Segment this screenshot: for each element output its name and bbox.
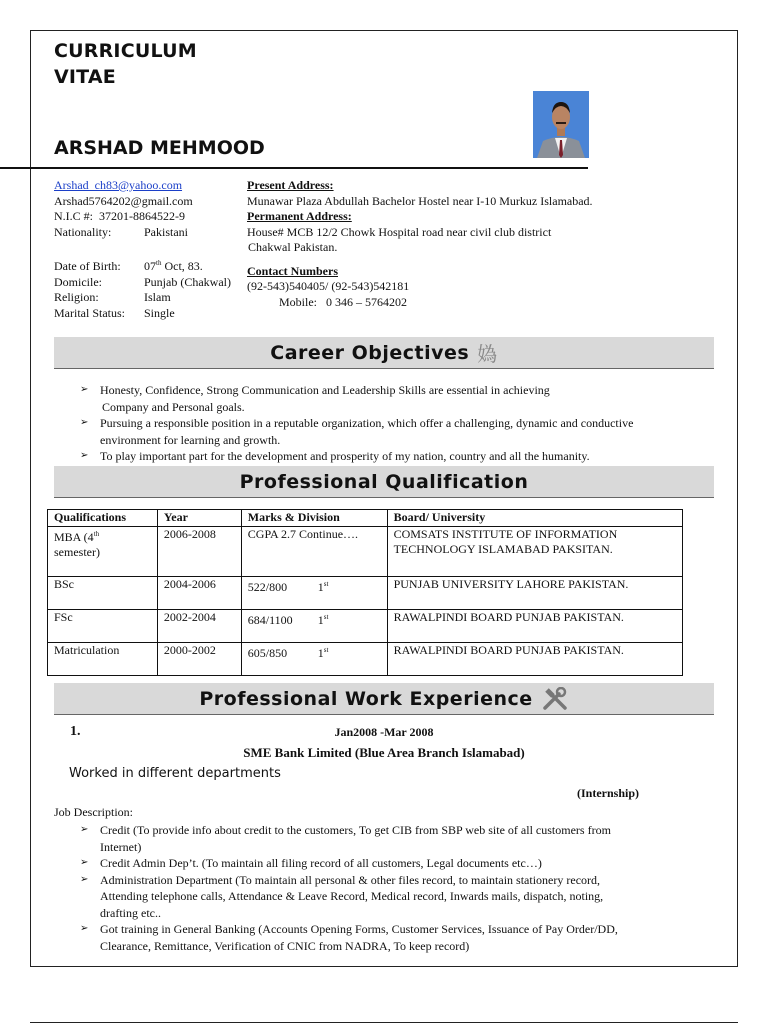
qualification-table [47,509,683,676]
qualification-text-2: semester) [54,545,100,559]
career-item-line: ➢ Pursuing a responsible position in a reputable organization, which offer a challenging, dynamic and conductive [100,416,634,430]
career-objectives-list [78,382,728,465]
career-objectives-header [54,337,714,369]
cell-marks [241,576,387,609]
work-experience-header [54,683,714,715]
job-description-label: Job Description: [54,805,133,819]
career-item-line: ➢ Honesty, Confidence, Strong Communication and Leadership Skills are essential in achieving [100,383,550,397]
column-header: Board/ University [387,510,682,527]
table-header-row [48,510,683,527]
table-row [48,526,683,576]
job-item-line: drafting etc.. [100,905,161,920]
marks-value: 684/1100 [247,612,293,627]
religion-label: Religion: [54,290,99,304]
candidate-name: ARSHAD MEHMOOD [54,137,265,159]
career-item [78,382,728,415]
career-item-line: ➢ To play important part for the development and prosperity of my nation, country and all the humanity. [100,449,590,463]
division-value: 1st [317,645,329,660]
dob-label: Date of Birth: [54,259,121,273]
job-item-line: Internet) [100,839,142,854]
cell-qualification: FSc [48,609,158,642]
permanent-address-line1: House# MCB 12/2 Chowk Hospital road near civil club district [247,224,552,239]
cell-year: 2000-2002 [157,642,241,675]
nic-value: 37201-8864522-9 [99,209,185,223]
cell-board: RAWALPINDI BOARD PUNJAB PAKISTAN. [387,642,682,675]
qualification-header [54,466,714,498]
page-bottom-rule [30,1022,738,1023]
marital-value: Single [144,305,175,320]
contact-left [54,178,249,321]
marks-value: 605/850 [247,645,288,660]
religion-value: Islam [144,290,171,304]
contact-numbers-heading: Contact Numbers [247,263,338,278]
board-line: COMSATS INSTITUTE OF INFORMATION [393,526,618,541]
nic-label: N.I.C #: [54,209,93,223]
column-header: Marks & Division [241,510,387,527]
religion-row [54,290,249,306]
contact-right [247,178,717,310]
cell-board: RAWALPINDI BOARD PUNJAB PAKISTAN. [387,609,682,642]
table-row [48,576,683,609]
dob-sup: th [156,259,162,267]
career-item [78,448,728,465]
cell-board: PUNJAB UNIVERSITY LAHORE PAKISTAN. [387,576,682,609]
career-item [78,415,728,448]
tools-icon [541,687,569,711]
cell-year: 2002-2004 [157,609,241,642]
experience-type: (Internship) [577,786,640,800]
mobile-value: 0 346 – 5764202 [326,294,407,309]
board-line: TECHNOLOGY ISLAMABAD PAKSITAN. [393,542,613,556]
experience-number: 1. [70,724,81,739]
cell-board [387,526,682,576]
qualification-sup: th [93,529,100,538]
dob-rest: Oct, 83. [164,259,203,273]
work-experience-title: Professional Work Experience [199,687,533,710]
nationality-value: Pakistani [144,224,188,239]
division-value: 1st [317,579,329,594]
job-item-line: Clearance, Remittance, Verification of CNIC from NADRA, To keep record) [100,938,470,953]
nationality-label: Nationality: [54,224,112,239]
nationality-row [54,225,249,241]
marital-label: Marital Status: [54,305,125,320]
column-header: Qualifications [48,510,158,527]
cell-marks: CGPA 2.7 Continue…. [241,526,387,576]
table-row [48,642,683,675]
cell-marks [241,609,387,642]
dob-day: 07 [144,259,156,273]
job-description-list [78,822,728,954]
permanent-address-line2: Chakwal Pakistan. [248,240,338,254]
title-line-1: CURRICULUM [54,40,197,62]
job-item-line: ➢ Administration Department (To maintain all personal & other files record, to maintain stationery record, [100,872,601,887]
cell-year: 2004-2006 [157,576,241,609]
title-line-2: VITAE [54,66,116,88]
nic-row [54,209,249,225]
phone-numbers: (92-543)540405/ (92-543)542181 [247,279,410,293]
job-item-line: ➢ Credit Admin Dep’t. (To maintain all filing record of all customers, Legal documents etc…) [100,856,542,870]
experience-period: Jan2008 -Mar 2008 [334,725,434,739]
cell-marks [241,642,387,675]
email-gmail: Arshad5764202@gmail.com [54,193,193,208]
name-underline [0,167,588,169]
job-item-line: ➢ Credit (To provide info about credit to the customers, To get CIB from SBP web site of all customers from [100,823,611,837]
division-value: 1st [317,612,329,627]
domicile-value: Punjab (Chakwal) [144,274,231,289]
job-item-line: Attending telephone calls, Attendance & Leave Record, Medical record, Inwards mails, dispatch, noting, [100,889,604,903]
document-title [54,38,197,90]
job-item [78,872,728,922]
cell-year: 2006-2008 [157,526,241,576]
mobile-row [247,295,717,311]
experience-company: SME Bank Limited (Blue Area Branch Islamabad) [243,745,525,760]
cell-qualification: BSc [48,576,158,609]
experience-summary: Worked in different departments [69,766,281,781]
column-header: Year [157,510,241,527]
profile-photo [533,91,589,158]
job-item [78,921,728,954]
career-item-line: environment for learning and growth. [100,432,281,447]
domicile-row [54,275,249,291]
job-item [78,855,728,872]
marital-row [54,306,249,322]
marks-value: 522/800 [247,579,288,594]
present-address: Munawar Plaza Abdullah Bachelor Hostel near I-10 Murkuz Islamabad. [247,193,593,208]
mobile-label: Mobile: [279,294,317,309]
career-glyph: 媯 [477,342,498,366]
cell-qualification: Matriculation [48,642,158,675]
job-item [78,822,728,855]
career-objectives-title: Career Objectives [270,341,470,364]
cell-qualification [48,526,158,576]
job-item-line: ➢ Got training in General Banking (Accounts Opening Forms, Customer Services, Issuance of Pay Order/DD, [100,922,618,936]
domicile-label: Domicile: [54,274,102,289]
present-address-heading: Present Address: [247,178,334,192]
table-row [48,609,683,642]
career-item-line: Company and Personal goals. [102,399,245,414]
permanent-address-heading: Permanent Address: [247,209,352,223]
qualification-title: Professional Qualification [239,470,529,493]
qualification-text: MBA (4 [54,529,94,544]
dob-row [54,256,249,275]
email-link-yahoo[interactable]: Arshad_ch83@yahoo.com [54,178,183,192]
